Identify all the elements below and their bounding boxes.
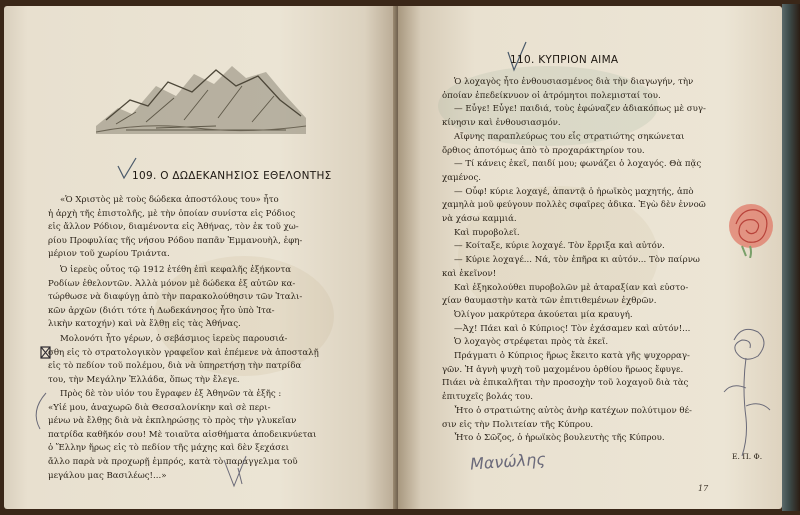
text-line: τώρθωσε νὰ διαφύγῃ ἀπὸ τὴν παρακολούθησιν τῶν Ἰταλι- <box>48 292 303 303</box>
paragraph-2 <box>48 264 360 332</box>
book-edge <box>782 4 800 511</box>
text-line: χίαν θαυμαστὴν κατὰ τῶν ἐπιτιθεμένων ἐχθρῶν. <box>442 296 657 307</box>
text-line: μένω νὰ ἔλθῃς διὰ νὰ ἐκπληρώσῃς τὸ πρὸς τὴν γλυκεῖαν <box>48 416 297 427</box>
red-rose-drawing <box>722 198 780 258</box>
text-line: εἰς ἄλλον Ρόδιον, διαμένοντα εἰς Ἀθήνας, τὸν ἐκ τοῦ χω- <box>48 222 299 233</box>
text-line: — Εὖγε! Εὖγε! παιδιά, τοὺς ἐφώναζεν ἀδιακόπως μὲ συγ- <box>454 104 706 115</box>
text-line: — Οὖφ! κύριε λοχαγέ, ἀπαντᾷ ὁ ἡρωϊκὸς μαχητής, ἀπὸ <box>454 186 694 197</box>
text-line: ὄρθιος ἀποτόμως ἀπὸ τὸ προχαράκτηρίον του. <box>442 145 645 156</box>
text-line: Μολονότι ἦτο γέρων, ὁ σεβάσμιος ἱερεὺς παρουσιά- <box>60 334 288 344</box>
text-line: εἰς τὸ πεδίον τοῦ πολέμου, διὰ νὰ ὑπηρετήσῃ τὴν πατρίδα <box>48 361 302 372</box>
text-line: Ὁ λοχαγὸς στρέφεται πρὸς τὰ ἐκεῖ. <box>454 337 609 348</box>
page-number: 17 <box>698 484 709 493</box>
author-initials: Ε. Π. Φ. <box>732 452 763 461</box>
text-line: κίνησιν καὶ ἐνθουσιασμόν. <box>442 118 561 129</box>
text-line: ὁ Ἕλλην ἥρως εἰς τὸ πεδίον τῆς μάχης καὶ δὲν ξεχάσει <box>48 443 289 454</box>
text-line: ἐπιτυχεῖς βολάς του. <box>442 392 534 403</box>
text-line: Ὁ λοχαγὸς ἦτο ἐνθουσιασμένος διὰ τὴν διαγωγήν, τὴν <box>454 77 694 87</box>
text-line: —Ἀχ! Πάει καὶ ὁ Κύπριος! Τὸν ἐχάσαμεν καὶ αὐτόν!... <box>454 323 691 334</box>
text-line: Αἴφνης παραπλεύρως του εἷς στρατιώτης σηκώνεται <box>454 131 685 142</box>
text-line: μέριον τοῦ χωρίου Τριάντα. <box>48 249 170 260</box>
text-line: χαμένος. <box>442 172 481 183</box>
pencil-bracket-mark <box>26 391 50 431</box>
pencil-box-mark <box>40 346 51 359</box>
text-line: — Τί κάνεις ἐκεῖ, παιδί μου; φωνάζει ὁ λοχαγός. Θὰ πᾷς <box>454 159 702 170</box>
text-line: Καὶ ἐξηκολούθει πυροβολῶν μὲ ἀταραξίαν καὶ εὐστο- <box>454 282 689 293</box>
text-line: Πιάει νὰ ἐπικαλῆται τὴν προσοχὴν τοῦ λοχαγοῦ διὰ τὰς <box>442 378 689 389</box>
pencil-check-mark <box>116 156 138 182</box>
text-line: — Κοίταξε, κύριε λοχαγέ. Τὸν ἔρριξα καὶ αὐτόν. <box>454 241 665 252</box>
text-line: γῶν. Ἡ ἀγνὴ ψυχὴ τοῦ μαχομένου ὀρθίου ἥρωος ἔφυγε. <box>442 364 684 375</box>
paragraph-4 <box>48 388 360 483</box>
paragraph-3 <box>48 333 360 387</box>
text-line: — Κύριε λοχαγέ... Νά, τὸν ἐπῆρα κι αὐτόν... Τὸν παίρνω <box>454 255 700 266</box>
text-line: Πράγματι ὁ Κύπριος ἥρως ἔκειτο κατὰ γῆς ψυχορραγ- <box>454 351 690 362</box>
pencil-check-mark <box>222 454 250 490</box>
text-line: Ὀλίγον μακρύτερα ἀκούεται μία κραυγή. <box>454 309 633 320</box>
text-line: «Ὁ Χριστὸς μὲ τοὺς δώδεκα ἀποστόλους του» ἦτο <box>60 195 279 205</box>
text-line: Καὶ πυροβολεῖ. <box>454 227 520 238</box>
text-line: καὶ ἐκεῖνον! <box>442 268 497 279</box>
text-line: Πρὸς δὲ τὸν υἱόν του ἔγραφεν ἐξ Ἀθηνῶν τὰ ἑξῆς : <box>60 389 282 399</box>
mountain-illustration <box>96 56 306 134</box>
text-line: Ἦτο ὁ στρατιώτης αὐτὸς ἀνὴρ κατέχων πολύτιμον θέ- <box>454 405 692 416</box>
text-line: Ἦτο ὁ Σῶζος, ὁ ἡρωϊκὸς βουλευτὴς τῆς Κύπρου. <box>454 433 665 444</box>
text-line: σιν εἰς τὴν Πολιτείαν τῆς Κύπρου. <box>442 419 594 430</box>
text-line: ὁποίαν ἐπεδείκνυον οἱ ἀτρόμητοι πολεμισταί του. <box>442 90 661 101</box>
text-line: νὰ χάσω καμμιά. <box>442 214 517 225</box>
text-line: λικὴν κατοχήν) καὶ νὰ ἔλθῃ εἰς τὰς Ἀθήνας. <box>48 319 241 330</box>
left-page <box>4 6 396 509</box>
text-line: ἄλλο παρὰ νὰ προχωρῇ ἐμπρός, κατὰ τὸ παράγγελμα τοῦ <box>48 456 298 467</box>
text-line: ρίου Προφυλίας τῆς νήσου Ρόδου παπᾶν Ἐμμανουὴλ, ἐφη- <box>48 235 303 246</box>
text-line: Ροδίων ἐθελοντῶν. Ἀλλὰ μόνον μὲ δώδεκα ἐξ αὐτῶν κα- <box>48 278 296 289</box>
pencil-flower-sketch <box>712 318 782 458</box>
text-line: ἡ ἀρχὴ τῆς ἐπιστολῆς, μὲ τὴν ὁποίαν συνίστα εἰς Ρόδιος <box>48 208 296 219</box>
text-line: κῶν ἀρχῶν (διότι τότε ἡ Δωδεκάνησος ἦτο ὑπὸ Ἰτα- <box>48 305 275 316</box>
text-line: πατρίδα καθῆκόν σου! Μὲ τοιαῦτα αἰσθήματα ἀποδεικνύεται <box>48 429 317 440</box>
paragraph-1 <box>48 194 360 262</box>
text-line: του, τὴν Μεγάλην Ἑλλάδα, ὅπως τὴν ἔλεγε. <box>48 374 240 385</box>
text-line: «Υἱέ μου, ἀναχωρῶ διὰ Θεσσαλονίκην καὶ σὲ περι- <box>48 402 271 413</box>
chapter-title-110: 110. ΚΥΠΡΙΟΝ ΑΙΜΑ <box>510 54 619 66</box>
text-line: μεγάλου μας Βασιλέως!...» <box>48 470 167 481</box>
handwritten-signature: Μανώλης <box>469 449 547 474</box>
text-line: σθη εἰς τὸ στρατολογικὸν γραφεῖον καὶ ἐπέμενε νὰ ἀποσταλῇ <box>48 347 319 358</box>
text-line: χαμηλὰ μοῦ φεύγουν πολλὲς σφαῖρες ἀδικα. Ἐγὼ δὲν ἐννοῶ <box>442 200 706 211</box>
mountain-range <box>96 66 306 134</box>
chapter-title-109: 109. Ο ΔΩΔΕΚΑΝΗΣΙΟΣ ΕΘΕΛΟΝΤΗΣ <box>132 170 332 182</box>
text-line: Ὁ ἱερεὺς οὗτος τῷ 1912 ἐτέθη ἐπὶ κεφαλῆς ἑξήκοντα <box>60 265 292 275</box>
